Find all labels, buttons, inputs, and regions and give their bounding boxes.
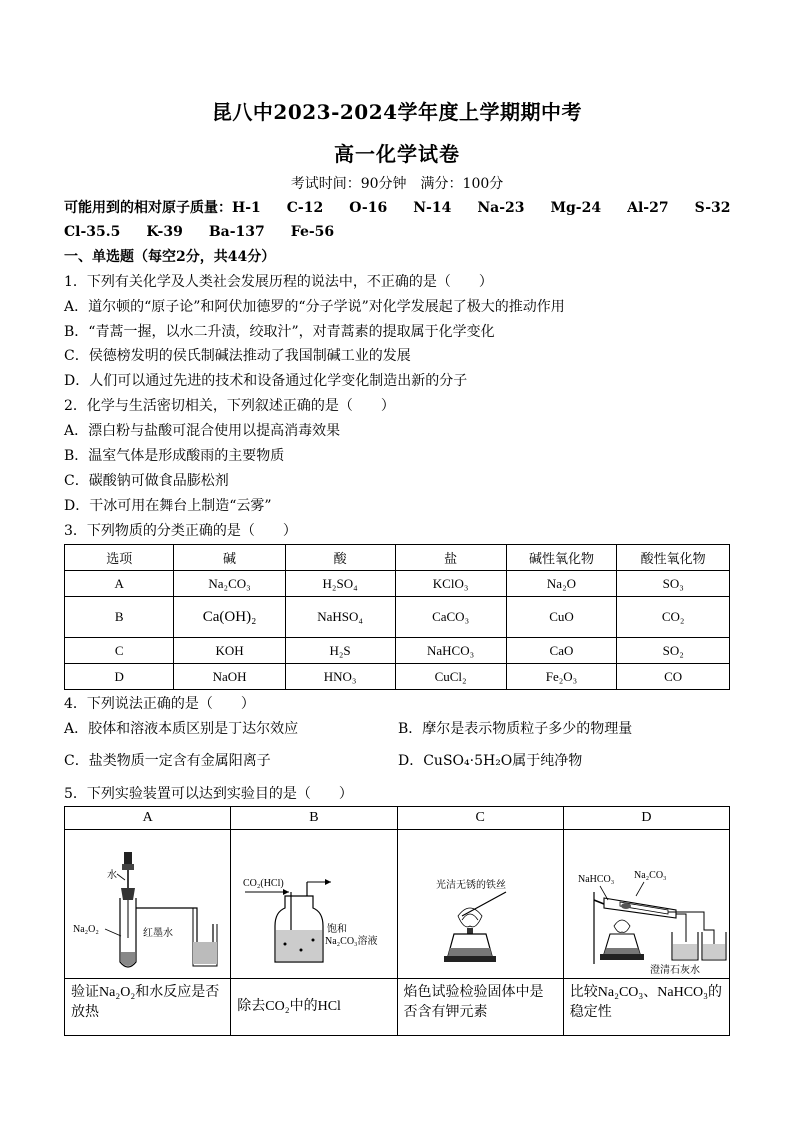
mass-item: C-12 [286, 200, 324, 216]
table-header-cell: A [65, 807, 231, 830]
label-na2co3: Na₂CO₃ [633, 870, 667, 881]
table-cell: C [65, 638, 174, 664]
table-cell: SO₃ [617, 571, 730, 597]
table-cell: NaOH [174, 664, 285, 690]
table-header-cell: 碱 [174, 545, 285, 571]
apparatus-b-cell [231, 830, 397, 979]
mass-item: Al-27 [627, 200, 669, 216]
table-cell: Ca(OH)₂ [174, 597, 285, 638]
table-row [65, 830, 730, 979]
section-heading: 一、单选题（每空2分，共44分） [64, 249, 276, 265]
table-cell: CaO [506, 638, 617, 664]
table-header-cell: 选项 [65, 545, 174, 571]
q2-option-d: D．干冰可用在舞台上制造“云雾” [64, 498, 272, 514]
table-row [65, 597, 730, 638]
table-header-row [65, 807, 730, 830]
table-cell: Na₂CO₃ [174, 571, 285, 597]
label-saturated: 饱和 [327, 924, 348, 935]
mass-item: H-1 [232, 200, 261, 216]
apparatus-a-cell [65, 830, 231, 979]
apparatus-c-drawing [398, 830, 562, 978]
q1-option-a: A．道尔顿的“原子论”和阿伏加德罗的“分子学说”对化学发展起了极大的推动作用 [64, 299, 565, 315]
exam-subtitle: 高一化学试卷 [334, 142, 460, 166]
table-cell: Fe₂O₃ [506, 664, 617, 690]
mass-item: Fe-56 [290, 224, 335, 240]
q2-option-b: B．温室气体是形成酸雨的主要物质 [64, 448, 285, 464]
q4-stem: 4．下列说法正确的是（ ） [64, 696, 255, 712]
q5-table [64, 806, 730, 1036]
table-cell: SO₂ [617, 638, 730, 664]
q4-option-d: D．CuSO₄·5H₂O属于纯净物 [398, 753, 583, 769]
table-cell: KClO₃ [395, 571, 506, 597]
table-header-cell: 碱性氧化物 [506, 545, 617, 571]
mass-item: S-32 [694, 200, 731, 216]
table-header-cell: 酸性氧化物 [617, 545, 730, 571]
atomic-masses-line1 [64, 198, 731, 218]
table-cell: D [65, 664, 174, 690]
q4-option-c: C．盐类物质一定含有金属阳离子 [64, 753, 271, 769]
q5-stem: 5．下列实验装置可以达到实验目的是（ ） [64, 786, 353, 802]
table-row [65, 664, 730, 690]
label-iron-wire: 光洁无锈的铁丝 [435, 880, 506, 891]
apparatus-b-drawing [231, 830, 395, 978]
apparatus-d-cell [563, 830, 729, 979]
table-cell: A [65, 571, 174, 597]
table-cell: KOH [174, 638, 285, 664]
mass-item: Mg-24 [550, 200, 602, 216]
table-cell: NaHCO₃ [395, 638, 506, 664]
table-cell: CO₂ [617, 597, 730, 638]
table-header-row [65, 545, 730, 571]
table-cell: CO [617, 664, 730, 690]
label-nahco3: NaHCO₃ [577, 874, 615, 885]
atomic-masses-line2 [64, 222, 360, 242]
q2-option-a: A．漂白粉与盐酸可混合使用以提高消毒效果 [64, 423, 341, 439]
table-cell: H₂SO₄ [285, 571, 395, 597]
table-header-cell: 酸 [285, 545, 395, 571]
apparatus-a-drawing [65, 830, 229, 978]
q1-option-d: D．人们可以通过先进的技术和设备通过化学变化制造出新的分子 [64, 373, 468, 389]
q2-stem: 2．化学与生活密切相关，下列叙述正确的是（ ） [64, 398, 395, 414]
table-cell: H₂S [285, 638, 395, 664]
q3-table [64, 544, 730, 690]
mass-item: Na-23 [477, 200, 525, 216]
label-co2-hcl: CO₂(HCl) [243, 878, 284, 889]
table-cell: CuO [506, 597, 617, 638]
table-cell: HNO₃ [285, 664, 395, 690]
table-cell: CuCl₂ [395, 664, 506, 690]
label-red-water: 红墨水 [143, 928, 173, 939]
exam-info: 考试时间：90分钟 满分：100分 [290, 176, 504, 192]
apparatus-d-drawing [564, 830, 728, 978]
label-na2o2: Na₂O₂ [73, 924, 99, 935]
q4-option-b: B．摩尔是表示物质粒子多少的物理量 [398, 721, 633, 737]
table-row [65, 571, 730, 597]
mass-item: Cl-35.5 [64, 224, 121, 240]
table-header-cell: C [397, 807, 563, 830]
table-header-cell: D [563, 807, 729, 830]
mass-item: K-39 [146, 224, 183, 240]
q1-option-c: C．侯德榜发明的侯氏制碱法推动了我国制碱工业的发展 [64, 348, 411, 364]
q1-stem: 1．下列有关化学及人类社会发展历程的说法中，不正确的是（ ） [64, 274, 493, 290]
table-row [65, 638, 730, 664]
table-row [65, 979, 730, 1036]
caption-c: 焰色试验检验固体中是否含有钾元素 [397, 979, 563, 1036]
q3-stem: 3．下列物质的分类正确的是（ ） [64, 523, 297, 539]
table-header-cell: 盐 [395, 545, 506, 571]
q4-option-a: A．胶体和溶液本质区别是丁达尔效应 [64, 721, 299, 737]
caption-d: 比较Na₂CO₃、NaHCO₃的稳定性 [563, 979, 729, 1036]
label-limewater: 澄清石灰水 [649, 965, 700, 976]
table-header-cell: B [231, 807, 397, 830]
atomic-masses-label: 可能用到的相对原子质量： [64, 200, 232, 216]
apparatus-c-cell [397, 830, 563, 979]
mass-item: O-16 [349, 200, 388, 216]
mass-item: N-14 [413, 200, 452, 216]
table-cell: NaHSO₄ [285, 597, 395, 638]
label-na2co3-solution: Na₂CO₃溶液 [325, 936, 378, 947]
table-cell: CaCO₃ [395, 597, 506, 638]
mass-item: Ba-137 [208, 224, 265, 240]
table-cell: B [65, 597, 174, 638]
q2-option-c: C．碳酸钠可做食品膨松剂 [64, 473, 229, 489]
exam-title: 昆八中2023-2024学年度上学期期中考 [211, 100, 583, 124]
caption-a: 验证Na₂O₂和水反应是否放热 [65, 979, 231, 1036]
q1-option-b: B．“青蒿一握，以水二升渍，绞取汁”，对青蒿素的提取属于化学变化 [64, 324, 495, 340]
label-water: 水 [107, 870, 117, 881]
table-cell: Na₂O [506, 571, 617, 597]
caption-b: 除去CO₂中的HCl [231, 979, 397, 1036]
